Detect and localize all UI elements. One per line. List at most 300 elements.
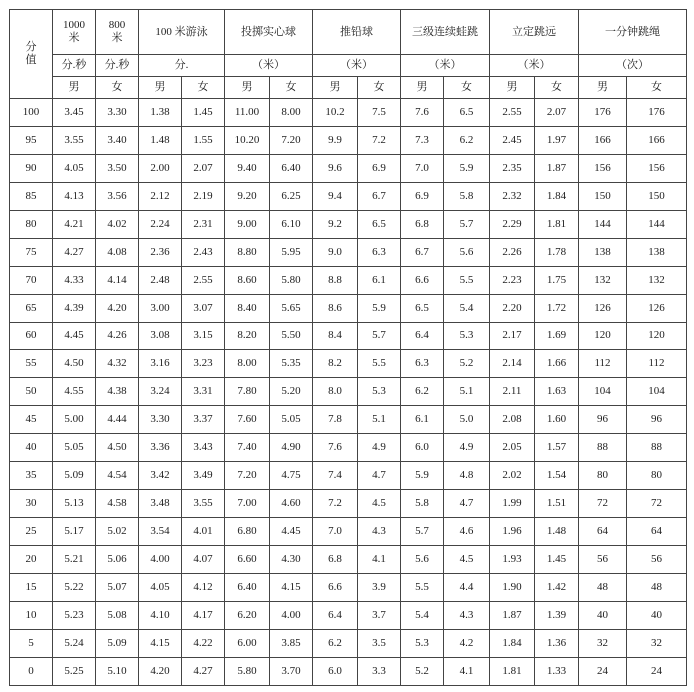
table-cell: 3.08 — [139, 322, 182, 350]
table-cell: 176 — [579, 99, 627, 127]
table-cell: 5.9 — [444, 154, 490, 182]
table-row — [10, 126, 687, 154]
table-cell: 40 — [579, 601, 627, 629]
table-cell: 1.33 — [535, 657, 579, 685]
table-cell: 1.63 — [535, 378, 579, 406]
run800-header — [96, 10, 139, 55]
table-cell: 9.6 — [313, 154, 358, 182]
table-cell: 4.55 — [53, 378, 96, 406]
table-cell: 5.50 — [270, 322, 313, 350]
gender-male: 男 — [490, 77, 535, 99]
table-cell: 5.20 — [270, 378, 313, 406]
solid-ball-header: 投掷实心球 — [225, 10, 313, 55]
table-cell: 3.5 — [358, 629, 401, 657]
table-cell: 104 — [579, 378, 627, 406]
table-cell: 104 — [627, 378, 687, 406]
table-cell: 5.1 — [444, 378, 490, 406]
table-cell: 5.06 — [96, 546, 139, 574]
table-row — [10, 210, 687, 238]
table-cell: 132 — [579, 266, 627, 294]
table-cell: 4.60 — [270, 490, 313, 518]
table-row — [10, 266, 687, 294]
table-cell: 4.44 — [96, 406, 139, 434]
score-cell: 100 — [10, 99, 53, 127]
table-cell: 80 — [579, 462, 627, 490]
table-cell: 5.6 — [401, 546, 444, 574]
table-cell: 4.33 — [53, 266, 96, 294]
table-cell: 8.60 — [225, 266, 270, 294]
table-row — [10, 322, 687, 350]
table-cell: 6.9 — [401, 182, 444, 210]
score-cell: 90 — [10, 154, 53, 182]
table-cell: 7.8 — [313, 406, 358, 434]
table-cell: 2.08 — [490, 406, 535, 434]
table-cell: 4.7 — [444, 490, 490, 518]
table-cell: 3.07 — [182, 294, 225, 322]
table-cell: 3.30 — [96, 99, 139, 127]
table-cell: 8.00 — [225, 350, 270, 378]
table-cell: 126 — [579, 294, 627, 322]
table-cell: 9.20 — [225, 182, 270, 210]
score-cell: 75 — [10, 238, 53, 266]
table-cell: 4.9 — [444, 434, 490, 462]
table-cell: 5.65 — [270, 294, 313, 322]
table-cell: 7.5 — [358, 99, 401, 127]
table-cell: 5.5 — [444, 266, 490, 294]
table-cell: 4.32 — [96, 350, 139, 378]
table-cell: 2.07 — [182, 154, 225, 182]
table-cell: 4.7 — [358, 462, 401, 490]
gender-female: 女 — [627, 77, 687, 99]
table-cell: 1.90 — [490, 573, 535, 601]
table-cell: 3.54 — [139, 518, 182, 546]
table-cell: 1.75 — [535, 266, 579, 294]
table-cell: 1.81 — [490, 657, 535, 685]
table-cell: 4.14 — [96, 266, 139, 294]
table-cell: 1.84 — [490, 629, 535, 657]
table-cell: 1.81 — [535, 210, 579, 238]
table-cell: 6.25 — [270, 182, 313, 210]
run800-unit: 分.秒 — [96, 55, 139, 77]
score-cell: 25 — [10, 518, 53, 546]
table-cell: 8.40 — [225, 294, 270, 322]
table-cell: 7.3 — [401, 126, 444, 154]
table-cell: 4.90 — [270, 434, 313, 462]
table-cell: 5.9 — [401, 462, 444, 490]
table-cell: 2.48 — [139, 266, 182, 294]
table-cell: 5.5 — [358, 350, 401, 378]
table-cell: 6.2 — [401, 378, 444, 406]
score-cell: 30 — [10, 490, 53, 518]
shot-put-unit: （米） — [313, 55, 401, 77]
table-cell: 7.4 — [313, 462, 358, 490]
score-cell: 40 — [10, 434, 53, 462]
table-cell: 120 — [627, 322, 687, 350]
score-cell: 0 — [10, 657, 53, 685]
table-cell: 138 — [579, 238, 627, 266]
table-cell: 132 — [627, 266, 687, 294]
run1000-header — [53, 10, 96, 55]
table-cell: 4.75 — [270, 462, 313, 490]
table-cell: 3.55 — [182, 490, 225, 518]
table-cell: 5.1 — [358, 406, 401, 434]
table-cell: 5.3 — [401, 629, 444, 657]
table-cell: 6.8 — [401, 210, 444, 238]
table-cell: 4.9 — [358, 434, 401, 462]
table-cell: 9.40 — [225, 154, 270, 182]
table-cell: 5.0 — [444, 406, 490, 434]
run1000-header-line-1: 1000 — [63, 19, 85, 31]
table-cell: 5.09 — [53, 462, 96, 490]
table-cell: 1.48 — [535, 518, 579, 546]
table-cell: 1.36 — [535, 629, 579, 657]
table-cell: 6.9 — [358, 154, 401, 182]
table-cell: 4.50 — [96, 434, 139, 462]
table-cell: 4.1 — [444, 657, 490, 685]
table-cell: 6.40 — [270, 154, 313, 182]
table-cell: 1.42 — [535, 573, 579, 601]
table-row — [10, 546, 687, 574]
table-cell: 5.00 — [53, 406, 96, 434]
jump-rope-header: 一分钟跳绳 — [579, 10, 687, 55]
score-cell: 85 — [10, 182, 53, 210]
gender-female: 女 — [182, 77, 225, 99]
table-cell: 1.54 — [535, 462, 579, 490]
table-cell: 6.0 — [313, 657, 358, 685]
table-cell: 5.22 — [53, 573, 96, 601]
table-cell: 6.8 — [313, 546, 358, 574]
score-cell: 80 — [10, 210, 53, 238]
table-row — [10, 434, 687, 462]
table-cell: 1.97 — [535, 126, 579, 154]
table-cell: 4.08 — [96, 238, 139, 266]
table-cell: 166 — [627, 126, 687, 154]
table-cell: 4.15 — [139, 629, 182, 657]
table-cell: 7.6 — [313, 434, 358, 462]
table-cell: 2.35 — [490, 154, 535, 182]
table-cell: 5.13 — [53, 490, 96, 518]
table-cell: 4.20 — [96, 294, 139, 322]
table-cell: 24 — [579, 657, 627, 685]
table-row — [10, 350, 687, 378]
table-cell: 3.40 — [96, 126, 139, 154]
table-cell: 4.1 — [358, 546, 401, 574]
gender-male: 男 — [401, 77, 444, 99]
table-cell: 4.20 — [139, 657, 182, 685]
table-cell: 48 — [627, 573, 687, 601]
table-cell: 8.00 — [270, 99, 313, 127]
table-cell: 8.20 — [225, 322, 270, 350]
table-cell: 5.9 — [358, 294, 401, 322]
table-cell: 3.30 — [139, 406, 182, 434]
table-cell: 4.4 — [444, 573, 490, 601]
table-cell: 5.2 — [401, 657, 444, 685]
table-cell: 1.96 — [490, 518, 535, 546]
table-cell: 3.45 — [53, 99, 96, 127]
table-cell: 6.1 — [358, 266, 401, 294]
gender-female: 女 — [358, 77, 401, 99]
table-row — [10, 294, 687, 322]
table-cell: 5.17 — [53, 518, 96, 546]
table-cell: 32 — [627, 629, 687, 657]
table-cell: 4.38 — [96, 378, 139, 406]
table-cell: 2.24 — [139, 210, 182, 238]
table-cell: 150 — [627, 182, 687, 210]
table-cell: 4.5 — [358, 490, 401, 518]
table-cell: 4.2 — [444, 629, 490, 657]
table-cell: 40 — [627, 601, 687, 629]
table-cell: 4.6 — [444, 518, 490, 546]
table-cell: 5.05 — [53, 434, 96, 462]
table-cell: 7.6 — [401, 99, 444, 127]
table-cell: 2.31 — [182, 210, 225, 238]
table-cell: 7.2 — [313, 490, 358, 518]
table-cell: 5.95 — [270, 238, 313, 266]
table-row — [10, 657, 687, 685]
table-cell: 4.05 — [139, 573, 182, 601]
table-cell: 3.49 — [182, 462, 225, 490]
table-cell: 4.54 — [96, 462, 139, 490]
table-cell: 1.55 — [182, 126, 225, 154]
run1000-header-line-2: 米 — [68, 32, 80, 44]
score-cell: 50 — [10, 378, 53, 406]
table-row — [10, 518, 687, 546]
shot-put-header: 推铅球 — [313, 10, 401, 55]
table-cell: 6.60 — [225, 546, 270, 574]
table-cell: 4.27 — [53, 238, 96, 266]
table-cell: 6.5 — [401, 294, 444, 322]
table-cell: 6.00 — [225, 629, 270, 657]
table-cell: 6.1 — [401, 406, 444, 434]
table-cell: 4.00 — [270, 601, 313, 629]
table-cell: 4.26 — [96, 322, 139, 350]
jump-rope-unit: （次） — [579, 55, 687, 77]
table-cell: 5.25 — [53, 657, 96, 685]
table-cell: 2.11 — [490, 378, 535, 406]
table-cell: 7.00 — [225, 490, 270, 518]
table-cell: 2.12 — [139, 182, 182, 210]
table-cell: 4.50 — [53, 350, 96, 378]
table-cell: 6.10 — [270, 210, 313, 238]
table-cell: 1.66 — [535, 350, 579, 378]
table-cell: 6.5 — [358, 210, 401, 238]
table-cell: 6.7 — [401, 238, 444, 266]
table-cell: 9.0 — [313, 238, 358, 266]
table-cell: 5.4 — [444, 294, 490, 322]
table-row — [10, 462, 687, 490]
table-cell: 24 — [627, 657, 687, 685]
table-cell: 3.50 — [96, 154, 139, 182]
table-cell: 5.7 — [444, 210, 490, 238]
table-cell: 1.51 — [535, 490, 579, 518]
score-table — [9, 9, 687, 686]
score-cell: 20 — [10, 546, 53, 574]
table-cell: 7.20 — [225, 462, 270, 490]
table-cell: 4.13 — [53, 182, 96, 210]
table-cell: 4.58 — [96, 490, 139, 518]
score-header-line-2: 值 — [25, 54, 37, 66]
table-cell: 4.05 — [53, 154, 96, 182]
table-cell: 1.84 — [535, 182, 579, 210]
table-cell: 6.3 — [401, 350, 444, 378]
table-cell: 4.00 — [139, 546, 182, 574]
table-cell: 2.55 — [182, 266, 225, 294]
table-cell: 6.6 — [313, 573, 358, 601]
table-cell: 3.9 — [358, 573, 401, 601]
table-cell: 4.02 — [96, 210, 139, 238]
table-cell: 2.19 — [182, 182, 225, 210]
triple-frog-jump-header: 三级连续蛙跳 — [401, 10, 490, 55]
table-row — [10, 238, 687, 266]
score-cell: 5 — [10, 629, 53, 657]
table-cell: 4.39 — [53, 294, 96, 322]
table-cell: 4.5 — [444, 546, 490, 574]
score-cell: 10 — [10, 601, 53, 629]
table-cell: 10.20 — [225, 126, 270, 154]
table-cell: 1.45 — [535, 546, 579, 574]
table-cell: 2.55 — [490, 99, 535, 127]
score-cell: 65 — [10, 294, 53, 322]
table-cell: 6.20 — [225, 601, 270, 629]
table-cell: 48 — [579, 573, 627, 601]
table-cell: 6.4 — [401, 322, 444, 350]
table-cell: 6.7 — [358, 182, 401, 210]
table-cell: 5.7 — [401, 518, 444, 546]
table-row — [10, 182, 687, 210]
standing-long-jump-header: 立定跳远 — [490, 10, 579, 55]
table-cell: 6.0 — [401, 434, 444, 462]
table-cell: 5.35 — [270, 350, 313, 378]
standing-long-jump-unit: （米） — [490, 55, 579, 77]
run800-header-line-2: 米 — [111, 32, 123, 44]
table-cell: 5.3 — [444, 322, 490, 350]
table-cell: 156 — [579, 154, 627, 182]
score-cell: 55 — [10, 350, 53, 378]
table-cell: 2.45 — [490, 126, 535, 154]
table-cell: 5.24 — [53, 629, 96, 657]
table-cell: 5.7 — [358, 322, 401, 350]
table-row — [10, 490, 687, 518]
table-cell: 88 — [627, 434, 687, 462]
table-cell: 5.10 — [96, 657, 139, 685]
table-cell: 88 — [579, 434, 627, 462]
table-cell: 5.80 — [225, 657, 270, 685]
table-cell: 1.45 — [182, 99, 225, 127]
table-cell: 6.6 — [401, 266, 444, 294]
table-cell: 7.2 — [358, 126, 401, 154]
table-cell: 7.0 — [313, 518, 358, 546]
table-cell: 2.20 — [490, 294, 535, 322]
table-cell: 1.48 — [139, 126, 182, 154]
table-cell: 5.05 — [270, 406, 313, 434]
table-cell: 3.00 — [139, 294, 182, 322]
table-cell: 1.69 — [535, 322, 579, 350]
table-cell: 150 — [579, 182, 627, 210]
table-cell: 64 — [579, 518, 627, 546]
score-cell: 35 — [10, 462, 53, 490]
table-cell: 126 — [627, 294, 687, 322]
table-cell: 6.3 — [358, 238, 401, 266]
table-cell: 7.80 — [225, 378, 270, 406]
table-cell: 3.42 — [139, 462, 182, 490]
gender-male: 男 — [139, 77, 182, 99]
table-cell: 56 — [579, 546, 627, 574]
table-cell: 156 — [627, 154, 687, 182]
table-row — [10, 154, 687, 182]
table-cell: 2.02 — [490, 462, 535, 490]
table-row — [10, 99, 687, 127]
table-row — [10, 601, 687, 629]
table-cell: 3.37 — [182, 406, 225, 434]
table-cell: 8.80 — [225, 238, 270, 266]
table-cell: 9.4 — [313, 182, 358, 210]
table-cell: 5.08 — [96, 601, 139, 629]
table-cell: 72 — [579, 490, 627, 518]
score-cell: 15 — [10, 573, 53, 601]
table-row — [10, 378, 687, 406]
table-cell: 2.14 — [490, 350, 535, 378]
score-cell: 60 — [10, 322, 53, 350]
gender-female: 女 — [444, 77, 490, 99]
table-cell: 72 — [627, 490, 687, 518]
table-cell: 9.2 — [313, 210, 358, 238]
table-cell: 1.72 — [535, 294, 579, 322]
table-cell: 2.17 — [490, 322, 535, 350]
table-cell: 3.15 — [182, 322, 225, 350]
swim100-header: 100 米游泳 — [139, 10, 225, 55]
table-cell: 4.3 — [444, 601, 490, 629]
table-cell: 10.2 — [313, 99, 358, 127]
table-cell: 1.78 — [535, 238, 579, 266]
table-row — [10, 573, 687, 601]
table-cell: 8.6 — [313, 294, 358, 322]
table-cell: 6.2 — [444, 126, 490, 154]
table-cell: 3.31 — [182, 378, 225, 406]
table-body — [10, 99, 687, 686]
table-cell: 2.00 — [139, 154, 182, 182]
table-cell: 5.8 — [444, 182, 490, 210]
table-cell: 4.12 — [182, 573, 225, 601]
table-cell: 1.38 — [139, 99, 182, 127]
table-cell: 4.45 — [53, 322, 96, 350]
table-cell: 64 — [627, 518, 687, 546]
score-cell: 70 — [10, 266, 53, 294]
table-cell: 6.40 — [225, 573, 270, 601]
table-cell: 96 — [627, 406, 687, 434]
table-cell: 7.40 — [225, 434, 270, 462]
table-cell: 7.0 — [401, 154, 444, 182]
table-cell: 8.4 — [313, 322, 358, 350]
table-cell: 56 — [627, 546, 687, 574]
table-cell: 80 — [627, 462, 687, 490]
table-cell: 4.3 — [358, 518, 401, 546]
table-cell: 1.39 — [535, 601, 579, 629]
table-cell: 4.45 — [270, 518, 313, 546]
score-header — [10, 10, 53, 99]
table-cell: 4.10 — [139, 601, 182, 629]
table-cell: 2.05 — [490, 434, 535, 462]
table-cell: 2.23 — [490, 266, 535, 294]
triple-frog-jump-unit: （米） — [401, 55, 490, 77]
table-cell: 4.17 — [182, 601, 225, 629]
score-cell: 95 — [10, 126, 53, 154]
run1000-unit: 分.秒 — [53, 55, 96, 77]
run800-header-line-1: 800 — [108, 19, 126, 31]
table-cell: 6.2 — [313, 629, 358, 657]
table-cell: 4.27 — [182, 657, 225, 685]
table-cell: 7.60 — [225, 406, 270, 434]
table-cell: 6.5 — [444, 99, 490, 127]
